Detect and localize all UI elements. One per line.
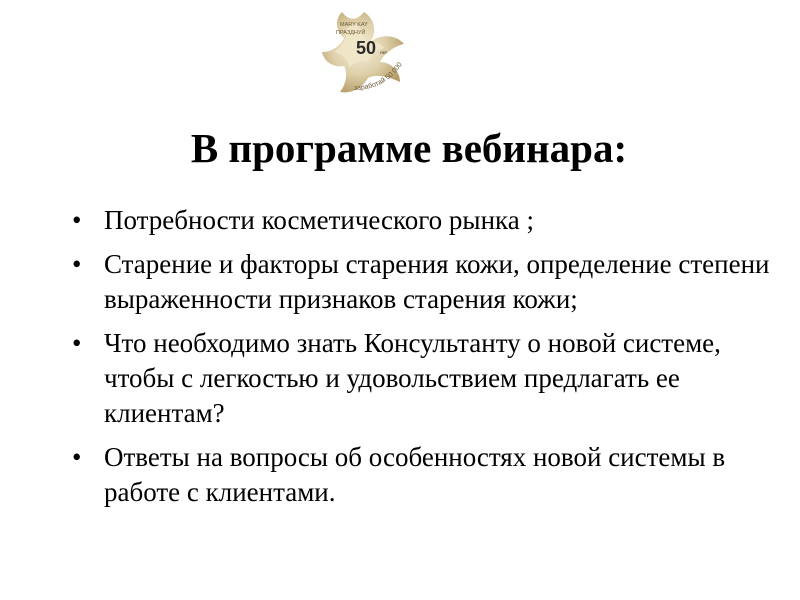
bullet-icon: • xyxy=(72,328,82,358)
bullet-icon: • xyxy=(72,442,82,472)
anniversary-emblem-icon xyxy=(314,4,418,96)
logo-line1: MARY KAY xyxy=(340,22,368,28)
bullet-item xyxy=(72,203,784,238)
bullet-text: Потребности косметического рынка ; xyxy=(104,205,534,235)
bullet-text: Ответы на вопросы об особенностях новой системы в работе с клиентами. xyxy=(104,442,726,507)
bullet-text: Старение и факторы старения кожи, определение степени выраженности признаков старения кожи; xyxy=(104,249,770,314)
logo-line2: ПРАЗДНУЙ xyxy=(336,30,366,36)
logo-suffix: лет xyxy=(380,50,388,55)
anniversary-logo xyxy=(314,4,418,96)
bullet-item xyxy=(72,440,784,510)
slide-title: В программе вебинара: xyxy=(190,125,628,171)
bullet-list xyxy=(72,203,784,519)
bullet-icon: • xyxy=(72,249,82,279)
bullet-icon: • xyxy=(72,205,82,235)
logo-arc-text: заработай 50 000 xyxy=(353,61,404,93)
bullet-item xyxy=(72,326,784,431)
bullet-text: Что необходимо знать Консультанту о новой системе, чтобы с легкостью и удовольствием предлагать ее клиентам? xyxy=(104,328,721,428)
bullet-item xyxy=(72,247,784,317)
logo-number: 50 xyxy=(356,38,377,58)
